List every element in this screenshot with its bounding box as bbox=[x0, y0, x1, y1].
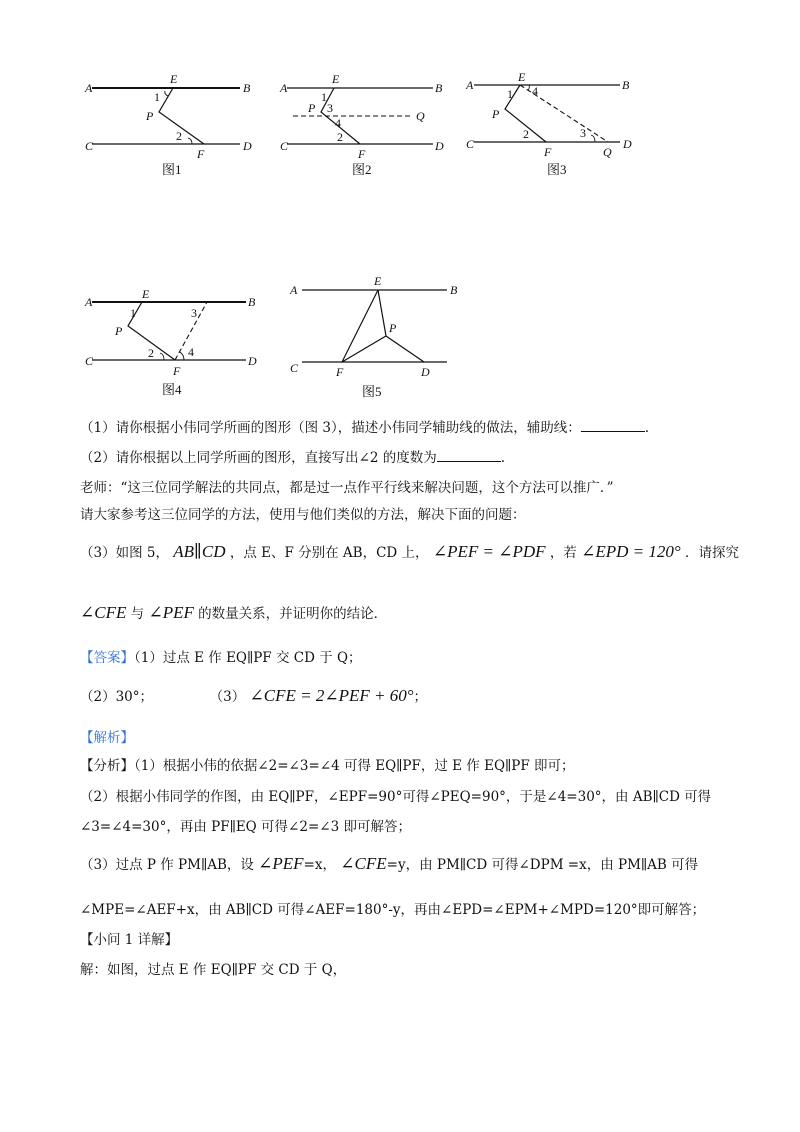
label-b: B bbox=[622, 78, 630, 92]
label-d: D bbox=[435, 139, 444, 153]
question-2-end: . bbox=[500, 450, 506, 466]
math-angle-cfe: ∠CFE bbox=[80, 603, 127, 622]
answer-1: （1）过点 E 作 EQ∥PF 交 CD 于 Q； bbox=[134, 650, 362, 666]
label-b: B bbox=[243, 81, 251, 95]
teacher-remark: 老师：“这三位同学解法的共同点，都是过一点作平行线来解决问题，这个方法可以推广．” bbox=[80, 480, 614, 496]
figure-1 bbox=[80, 70, 270, 180]
angle-3-arc bbox=[591, 135, 595, 142]
label-p: P bbox=[146, 109, 154, 123]
label-f: F bbox=[544, 145, 552, 159]
question-3-prefix: （3）如图 5， bbox=[80, 545, 169, 561]
question-3-line-1 bbox=[80, 542, 739, 563]
math-angle-pef: ∠PEF bbox=[148, 603, 194, 622]
label-f: F bbox=[358, 147, 366, 161]
angle-2-label: 2 bbox=[176, 129, 182, 143]
analysis-line-1: 【分析】（1）根据小伟的依据∠2=∠3=∠4 可得 EQ∥PF，过 E 作 EQ∥PF 即可； bbox=[80, 758, 575, 774]
question-1 bbox=[80, 417, 649, 438]
figure-1-diagram bbox=[80, 70, 270, 180]
answer-tag: 【答案】 bbox=[80, 650, 134, 666]
figure-4-caption: 图4 bbox=[162, 382, 182, 397]
instruction: 请大家参考这三位同学的方法，使用与他们类似的方法，解决下面的问题： bbox=[80, 507, 526, 523]
label-b: B bbox=[435, 81, 443, 95]
sub-question-1-header: 【小问 1 详解】 bbox=[80, 932, 179, 948]
label-q: Q bbox=[416, 109, 425, 123]
angle-4-arc bbox=[528, 85, 529, 91]
figure-2-diagram bbox=[275, 70, 465, 180]
label-e: E bbox=[332, 72, 340, 86]
question-1-end: . bbox=[644, 420, 650, 436]
answer-line-1 bbox=[80, 648, 362, 668]
label-c: C bbox=[466, 137, 475, 151]
math-ab-parallel-cd: AB∥CD bbox=[173, 542, 226, 561]
label-b: B bbox=[450, 283, 458, 297]
label-d: D bbox=[248, 354, 257, 368]
question-3-relation: 的数量关系，并证明你的结论． bbox=[198, 606, 388, 622]
figure-3-diagram bbox=[460, 70, 660, 180]
label-d: D bbox=[623, 137, 632, 151]
label-c: C bbox=[290, 361, 299, 375]
figure-3-caption: 图3 bbox=[547, 162, 567, 177]
answer-3-formula: ∠CFE = 2∠PEF + 60° bbox=[249, 686, 414, 705]
question-1-text: （1）请你根据小伟同学所画的图形（图 3），描述小伟同学辅助线的做法，辅助线： bbox=[80, 420, 581, 436]
figure-5-diagram bbox=[282, 272, 482, 402]
analysis-4-x: =x， bbox=[303, 857, 336, 873]
answer-blank-2 bbox=[437, 447, 501, 462]
label-d: D bbox=[243, 139, 252, 153]
label-e: E bbox=[170, 72, 178, 86]
segment-pd bbox=[386, 336, 424, 362]
angle-2-label: 2 bbox=[523, 127, 529, 141]
angle-2-arc bbox=[188, 138, 192, 144]
answer-3-prefix: （3） bbox=[209, 689, 246, 705]
figure-1-caption: 图1 bbox=[162, 162, 182, 177]
label-p: P bbox=[492, 107, 500, 121]
label-a: A bbox=[85, 295, 93, 309]
analysis-line-4 bbox=[80, 854, 698, 875]
label-p: P bbox=[389, 321, 397, 335]
label-c: C bbox=[85, 354, 94, 368]
label-e: E bbox=[374, 274, 382, 288]
label-a: A bbox=[290, 283, 298, 297]
math-angle-pef-x: ∠PEF bbox=[258, 854, 304, 873]
angle-1-label: 1 bbox=[130, 306, 136, 320]
figure-4-diagram bbox=[80, 285, 280, 400]
angle-3-label: 3 bbox=[191, 306, 197, 320]
angle-4-arc bbox=[180, 352, 184, 360]
angle-1-label: 1 bbox=[154, 90, 160, 104]
answer-2: （2）30°； bbox=[80, 689, 154, 705]
figure-4 bbox=[80, 285, 280, 400]
label-q: Q bbox=[603, 145, 612, 159]
angle-2-arc bbox=[160, 353, 164, 360]
angle-4-label: 4 bbox=[532, 84, 538, 98]
label-a: A bbox=[466, 78, 474, 92]
question-3-explore: ．请探究 bbox=[684, 545, 739, 561]
question-3-line-2 bbox=[80, 603, 387, 624]
angle-1-label: 1 bbox=[321, 90, 327, 104]
label-a: A bbox=[85, 81, 93, 95]
angle-1-arc bbox=[165, 91, 168, 96]
label-e: E bbox=[142, 287, 150, 301]
analysis-line-3: ∠3=∠4=30°，再由 PF∥EQ 可得∠2=∠3 即可解答； bbox=[80, 819, 411, 835]
analysis-line-5: ∠MPE=∠AEF+x，由 AB∥CD 可得∠AEF=180°-y，再由∠EPD=∠EPM+∠MPD=120°即可解答； bbox=[80, 902, 706, 918]
question-3-and: 与 bbox=[130, 606, 145, 622]
label-a: A bbox=[280, 81, 288, 95]
analysis-4-prefix: （3）过点 P 作 PM∥AB，设 bbox=[80, 857, 254, 873]
figure-3 bbox=[460, 70, 660, 180]
analysis-4-rest: =y，由 PM∥CD 可得∠DPM =x，由 PM∥AB 可得 bbox=[386, 857, 699, 873]
answer-3-end: ； bbox=[413, 689, 428, 705]
angle-2-label: 2 bbox=[148, 346, 154, 360]
angle-4-label: 4 bbox=[188, 345, 194, 359]
analysis-line-2: （2）根据小伟同学的作图，由 EQ∥PF，∠EPF=90°可得∠PEQ=90°，于是∠4=30°，由 AB∥CD 可得 bbox=[80, 789, 712, 805]
math-angle-equality: ∠PEF = ∠PDF bbox=[432, 542, 546, 561]
math-angle-epd: ∠EPD = 120° bbox=[581, 542, 681, 561]
solution-line-1: 解：如图，过点 E 作 EQ∥PF 交 CD 于 Q， bbox=[80, 962, 347, 978]
label-p: P bbox=[115, 324, 123, 338]
label-c: C bbox=[85, 139, 94, 153]
figure-5 bbox=[282, 272, 482, 402]
figure-2 bbox=[275, 70, 465, 180]
label-f: F bbox=[336, 365, 344, 379]
angle-4-label: 4 bbox=[335, 116, 341, 130]
question-2 bbox=[80, 447, 505, 468]
math-angle-cfe-y: ∠CFE bbox=[340, 854, 387, 873]
label-f: F bbox=[173, 364, 181, 378]
label-b: B bbox=[248, 295, 256, 309]
label-p: P bbox=[308, 101, 316, 115]
angle-2-label: 2 bbox=[337, 130, 343, 144]
label-c: C bbox=[280, 139, 289, 153]
question-3-points: ，点 E、F 分别在 AB，CD 上， bbox=[229, 545, 429, 561]
segment-ep bbox=[378, 290, 386, 336]
question-3-if: ，若 bbox=[549, 545, 577, 561]
label-e: E bbox=[518, 70, 526, 84]
analysis-tag: 【解析】 bbox=[80, 730, 134, 746]
label-d: D bbox=[421, 365, 430, 379]
angle-1-label: 1 bbox=[507, 87, 513, 101]
label-f: F bbox=[197, 147, 205, 161]
figure-2-caption: 图2 bbox=[352, 162, 372, 177]
angle-3-label: 3 bbox=[580, 126, 586, 140]
angle-3-label: 3 bbox=[327, 101, 333, 115]
answer-blank-1 bbox=[581, 417, 645, 432]
figure-5-caption: 图5 bbox=[362, 384, 382, 399]
question-2-text: （2）请你根据以上同学所画的图形，直接写出∠2 的度数为 bbox=[80, 450, 437, 466]
answer-line-2 bbox=[80, 686, 427, 707]
